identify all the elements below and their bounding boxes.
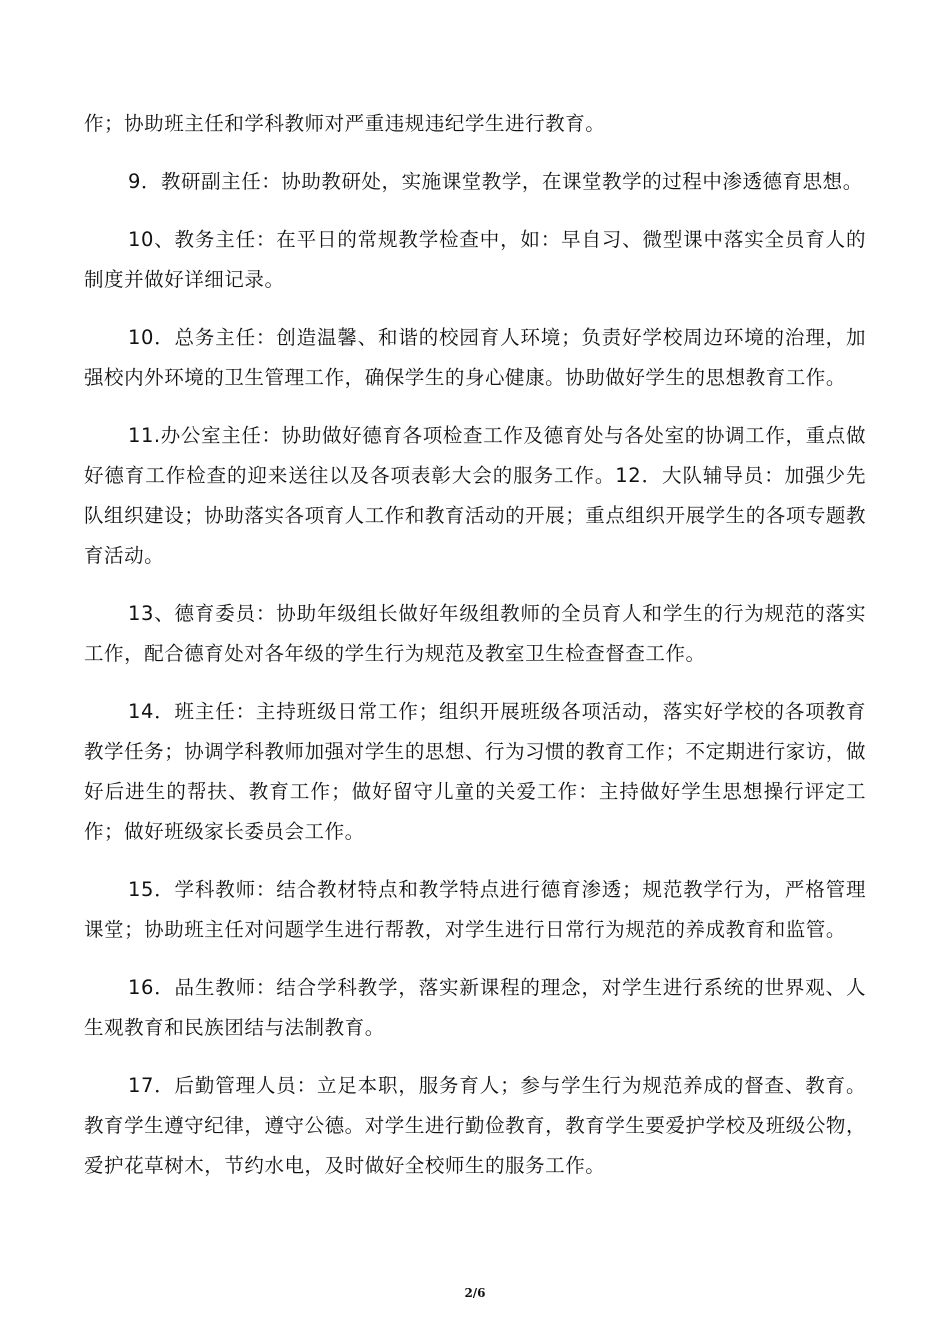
paragraph-item-16: 16．品生教师：结合学科教学，落实新课程的理念，对学生进行系统的世界观、人生观教育和民族团结与法制教育。	[84, 976, 866, 1039]
paragraph-item-14: 14．班主任：主持班级日常工作；组织开展班级各项活动，落实好学校的各项教育教学任务；协调学科教师加强对学生的思想、行为习惯的教育工作；不定期进行家访，做好后进生的帮扶、教育工作；做好留守儿童的关爱工作：主持做好学生思想操行评定工作；做好班级家长委员会工作。	[84, 700, 866, 843]
paragraph-item-17: 17．后勤管理人员：立足本职，服务育人；参与学生行为规范养成的督查、教育。教育学生遵守纪律，遵守公德。对学生进行勤俭教育，教育学生要爱护学校及班级公物，爱护花草树木，节约水电，及时做好全校师生的服务工作。	[84, 1074, 866, 1177]
page-number: 2/6	[464, 1286, 486, 1300]
paragraph-item-10b: 10．总务主任：创造温馨、和谐的校园育人环境；负责好学校周边环境的治理，加强校内外环境的卫生管理工作，确保学生的身心健康。协助做好学生的思想教育工作。	[84, 326, 866, 389]
paragraph-item-10a: 10、教务主任：在平日的常规教学检查中，如：早自习、微型课中落实全员育人的制度并做好详细记录。	[84, 228, 866, 291]
document-body	[84, 104, 866, 1204]
paragraph-item-13: 13、德育委员：协助年级组长做好年级组教师的全员育人和学生的行为规范的落实工作，配合德育处对各年级的学生行为规范及教室卫生检查督查工作。	[84, 602, 866, 665]
paragraph-item-15: 15．学科教师：结合教材特点和教学特点进行德育渗透；规范教学行为，严格管理课堂；协助班主任对问题学生进行帮教，对学生进行日常行为规范的养成教育和监管。	[84, 878, 866, 941]
paragraph-item-11-12: 11.办公室主任：协助做好德育各项检查工作及德育处与各处室的协调工作，重点做好德育工作检查的迎来送往以及各项表彰大会的服务工作。12．大队辅导员：加强少先队组织建设；协助落实各项育人工作和教育活动的开展；重点组织开展学生的各项专题教育活动。	[84, 424, 866, 567]
paragraph-item-9: 9．教研副主任：协助教研处，实施课堂教学，在课堂教学的过程中渗透德育思想。	[128, 170, 863, 193]
paragraph-continuation: 作；协助班主任和学科教师对严重违规违纪学生进行教育。	[84, 112, 606, 135]
